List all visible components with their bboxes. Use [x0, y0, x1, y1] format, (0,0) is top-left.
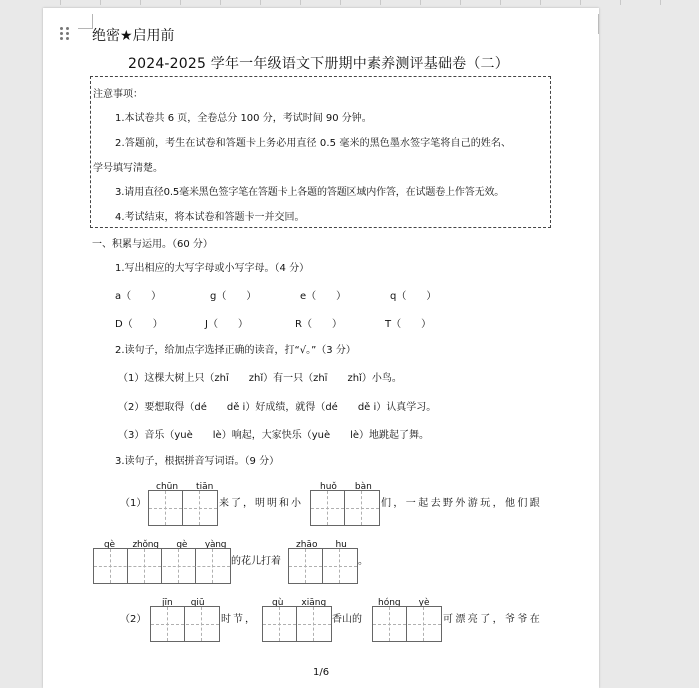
writing-grid[interactable]	[93, 548, 231, 584]
pinyin-label: zhāo hu	[296, 540, 347, 550]
section-heading: 一、积累与运用。（60 分）	[92, 239, 213, 250]
sub-question-number: （1）	[120, 498, 147, 509]
ruler-tick	[220, 0, 221, 5]
page-number: 1/6	[313, 667, 330, 678]
writing-grid[interactable]	[372, 606, 442, 642]
confidential-label: 绝密★启用前	[92, 28, 175, 44]
question-prompt: 2.读句子，给加点字选择正确的读音，打“√。”（3 分）	[115, 345, 356, 356]
ruler-tick	[260, 0, 261, 5]
ruler-tick	[420, 0, 421, 5]
writing-grid[interactable]	[150, 606, 220, 642]
ruler-tick	[140, 0, 141, 5]
writing-grid[interactable]	[148, 490, 218, 526]
ruler-tick	[620, 0, 621, 5]
pinyin-label: gè zhǒng gè yàng	[104, 540, 227, 550]
page-edge-marker	[598, 14, 599, 34]
ruler-tick	[460, 0, 461, 5]
reading-choice-line: （3）音乐（yuè lè）响起，大家快乐（yuè lè）地跳起了舞。	[118, 430, 430, 441]
letter-blank: J（ ）	[205, 319, 248, 330]
sentence-text: 来了，明明和小	[219, 498, 303, 509]
right-gutter	[599, 8, 699, 674]
pinyin-label: gù xiāng	[272, 598, 327, 608]
letter-blank: T（ ）	[385, 319, 432, 330]
crop-mark	[78, 14, 93, 29]
sentence-text: 时节，	[221, 614, 257, 625]
ruler-tick	[540, 0, 541, 5]
notice-item: 2.答题前，考生在试卷和答题卡上务必用直径 0.5 毫米的黑色墨水签字笔将自己的姓名、	[115, 138, 512, 149]
sentence-text: 可漂亮了，爷爷在	[443, 614, 543, 625]
letter-blank: e（ ）	[300, 291, 347, 302]
exam-title: 2024-2025 学年一年级语文下册期中素养测评基础卷（二）	[128, 56, 509, 72]
reading-choice-line: （2）要想取得（dé dě i）好成绩，就得（dé dě i）认真学习。	[118, 402, 437, 413]
ruler-tick	[380, 0, 381, 5]
writing-grid[interactable]	[310, 490, 380, 526]
pinyin-label: chūn tiān	[156, 482, 214, 492]
sentence-text: 香山的	[332, 614, 362, 625]
top-ruler	[0, 0, 699, 8]
question-prompt: 3.读句子，根据拼音写词语。（9 分）	[115, 456, 280, 467]
notice-item: 4.考试结束，将本试卷和答题卡一并交回。	[115, 212, 305, 223]
letter-blank: q（ ）	[390, 291, 437, 302]
sentence-text: 。	[358, 556, 368, 567]
ruler-tick	[500, 0, 501, 5]
letter-blank: g（ ）	[210, 291, 257, 302]
notice-item: 3.请用直径0.5毫米黑色签字笔在答题卡上各题的答题区域内作答，在试题卷上作答无效。	[115, 187, 505, 198]
notice-item: 学号填写清楚。	[93, 163, 163, 174]
sub-question-number: （2）	[120, 614, 147, 625]
question-prompt: 1.写出相应的大写字母或小写字母。（4 分）	[115, 263, 310, 274]
writing-grid[interactable]	[262, 606, 332, 642]
writing-grid[interactable]	[288, 548, 358, 584]
reading-choice-line: （1）这棵大树上只（zhī zhǐ）有一只（zhī zhǐ）小鸟。	[118, 373, 402, 384]
pinyin-label: huǒ bàn	[320, 482, 372, 492]
ruler-tick	[340, 0, 341, 5]
sentence-text: 们，一起去野外游玩，他们跟	[381, 498, 543, 509]
drag-handle-icon[interactable]	[60, 27, 70, 41]
sentence-text: 的花儿打着	[231, 556, 281, 567]
ruler-tick	[60, 0, 61, 5]
notice-box	[90, 76, 551, 228]
notice-item: 1.本试卷共 6 页，全卷总分 100 分，考试时间 90 分钟。	[115, 113, 372, 124]
letter-blank: D（ ）	[115, 319, 163, 330]
pinyin-label: jīn qiū	[162, 598, 205, 608]
ruler-tick	[660, 0, 661, 5]
letter-blank: a（ ）	[115, 291, 162, 302]
notice-heading: 注意事项：	[93, 89, 143, 100]
pinyin-label: hóng yè	[378, 598, 430, 608]
ruler-tick	[100, 0, 101, 5]
ruler-tick	[580, 0, 581, 5]
ruler-tick	[300, 0, 301, 5]
ruler-tick	[180, 0, 181, 5]
letter-blank: R（ ）	[295, 319, 342, 330]
